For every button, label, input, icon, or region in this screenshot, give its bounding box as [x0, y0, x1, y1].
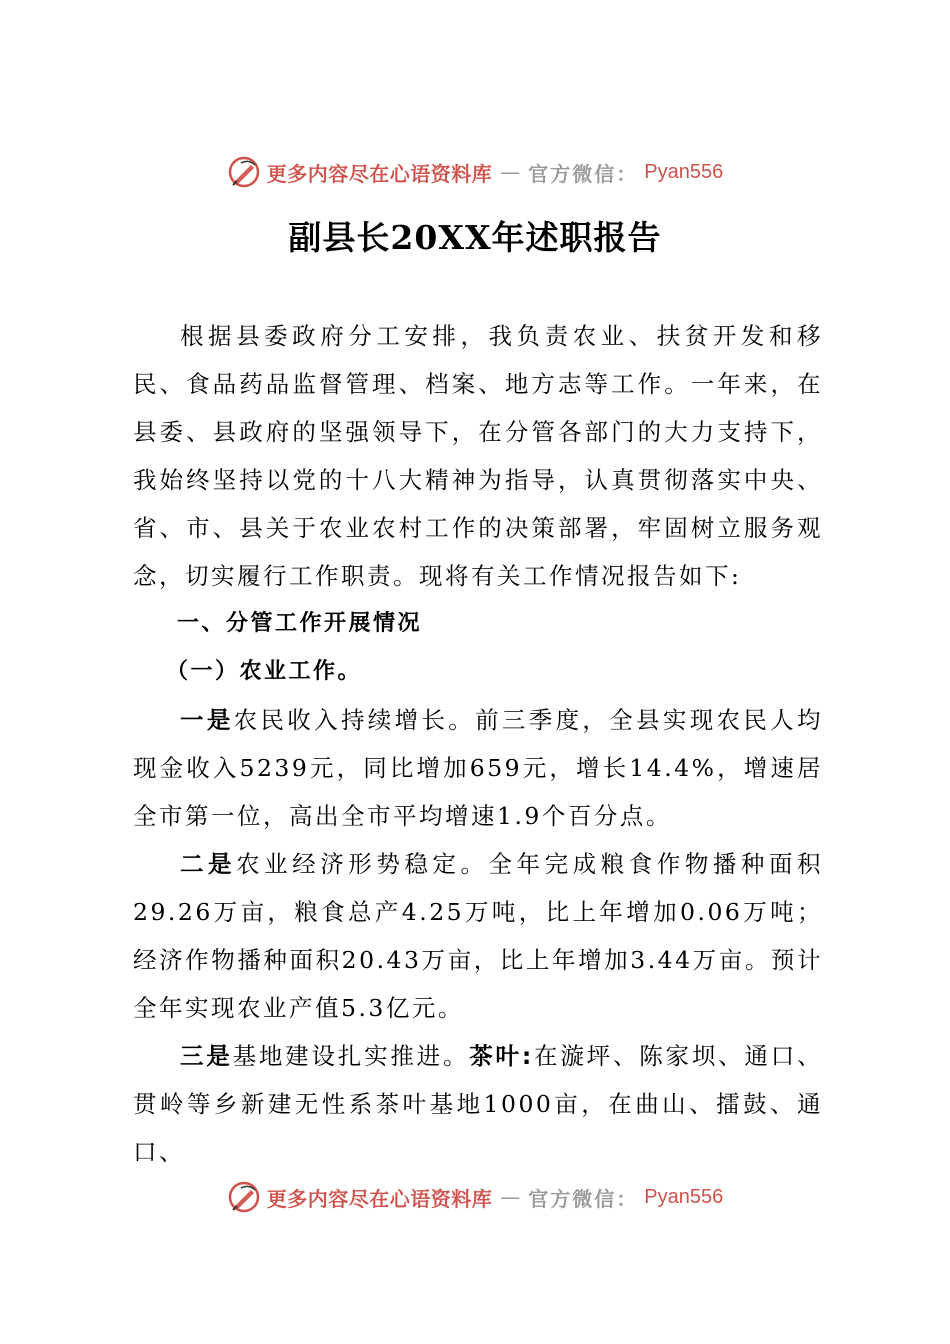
paragraph-text: 农业经济形势稳定。全年完成粮食作物播种面积29.26万亩，粮食总产4.25万吨，比上年增加0.06万吨；经济作物播种面积20.43万亩，比上年增加3.44万亩。预计全年实现农业产值5.3亿元。 — [133, 850, 824, 1022]
paragraph-item-3 — [133, 1032, 823, 1176]
subsection-heading: （一）农业工作。 — [166, 659, 363, 684]
section-heading: 一、分管工作开展情况 — [177, 611, 423, 636]
intro-paragraph: 根据县委政府分工安排，我负责农业、扶贫开发和移民、食品药品监督管理、档案、地方志等工作。一年来，在县委、县政府的坚强领导下，在分管各部门的大力支持下，我始终坚持以党的十八大精神为指导，认真贯彻落实中央、省、市、县关于农业农村工作的决策部署，牢固树立服务观念，切实履行工作职责。现将有关工作情况报告如下: — [133, 322, 823, 590]
watermark-dash: — — [500, 1185, 521, 1209]
tea-text: 在漩坪、陈家坝、通口、贯岭等乡新建无性系茶叶基地1000亩，在曲山、擂鼓、通口、 — [133, 1042, 824, 1166]
watermark-main-text: 更多内容尽在心语资料库 — [266, 1186, 493, 1211]
watermark-official-label: 官方微信： — [528, 161, 639, 186]
paragraph-item-1 — [133, 696, 823, 840]
tea-label: 茶叶: — [469, 1042, 534, 1070]
watermark-wechat-id: Pyan556 — [644, 1185, 724, 1208]
paragraph-text: 农民收入持续增长。前三季度，全县实现农民人均现金收入5239元，同比增加659元，增长14.4%，增速居全市第一位，高出全市平均增速1.9个百分点。 — [133, 706, 824, 830]
watermark-wechat-id: Pyan556 — [644, 160, 724, 183]
watermark-official-label: 官方微信： — [528, 1186, 639, 1211]
watermark-dash: — — [500, 160, 521, 184]
paragraph-text: 基地建设扎实推进。 — [232, 1042, 470, 1070]
pen-logo-icon — [227, 155, 261, 189]
paragraph-lead: 二是 — [180, 850, 237, 878]
paragraph-lead: 三是 — [180, 1042, 233, 1070]
watermark-footer — [0, 1177, 950, 1217]
document-title: 副县长20XX年述职报告 — [288, 218, 662, 257]
pen-logo-icon — [227, 1180, 261, 1214]
paragraph-lead: 一是 — [180, 706, 234, 734]
paragraph-item-2 — [133, 840, 823, 1032]
watermark-header — [0, 152, 950, 192]
watermark-main-text: 更多内容尽在心语资料库 — [266, 161, 493, 186]
document-body — [133, 312, 823, 1176]
